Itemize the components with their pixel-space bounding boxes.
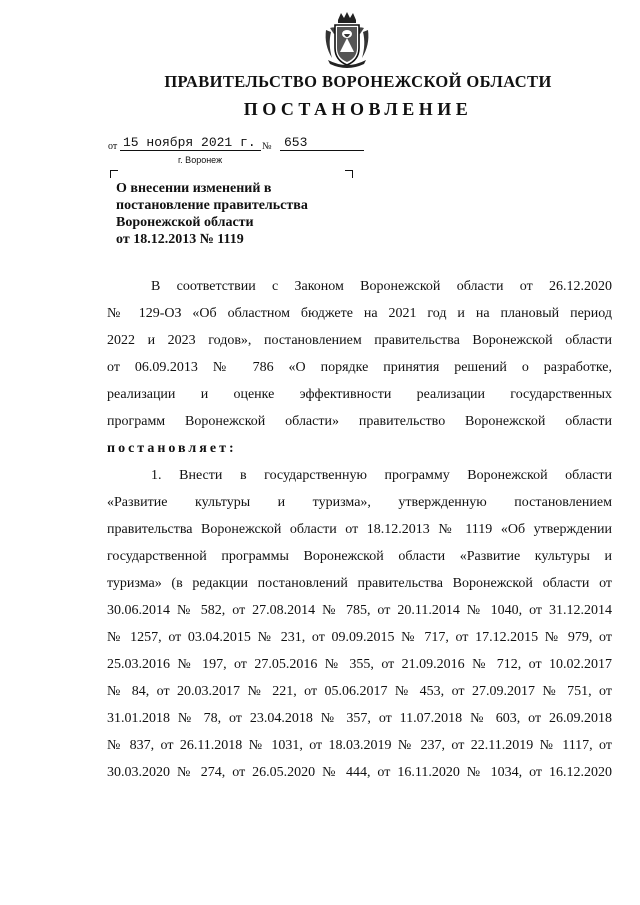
body-line: 30.03.2020 № 274, от 26.05.2020 № 444, от 16.11.2020 № 1034, от 16.12.2020 bbox=[107, 765, 612, 780]
corner-mark-right bbox=[345, 170, 353, 178]
document-type: ПОСТАНОВЛЕНИЕ bbox=[243, 99, 473, 119]
body-line: № 1257, от 03.04.2015 № 231, от 09.09.2015 № 717, от 17.12.2015 № 979, от bbox=[107, 630, 612, 645]
date-value: 15 ноября 2021 г. bbox=[120, 135, 261, 151]
body-line: государственной программы Воронежской области «Развитие культуры и bbox=[107, 549, 612, 564]
body-line: 25.03.2016 № 197, от 27.05.2016 № 355, от 21.09.2016 № 712, от 10.02.2017 bbox=[107, 657, 612, 672]
body-line: 31.01.2018 № 78, от 23.04.2018 № 357, от 11.07.2018 № 603, от 26.09.2018 bbox=[107, 711, 612, 726]
body-line: № 837, от 26.11.2018 № 1031, от 18.03.2019 № 237, от 22.11.2019 № 1117, от bbox=[107, 738, 612, 753]
body-line: от 06.09.2013 № 786 «О порядке принятия решений о разработке, bbox=[107, 360, 612, 375]
coat-of-arms-icon bbox=[322, 10, 372, 70]
body-line: программ Воронежской области» правительство Воронежской области bbox=[107, 414, 612, 429]
subject-line: постановление правительства bbox=[116, 198, 308, 213]
subject-line: О внесении изменений в bbox=[116, 181, 272, 196]
document-body bbox=[107, 273, 612, 786]
number-label: № bbox=[262, 141, 272, 152]
subject-line: от 18.12.2013 № 1119 bbox=[116, 232, 244, 247]
body-line: № 84, от 20.03.2017 № 221, от 05.06.2017 № 453, от 27.09.2017 № 751, от bbox=[107, 684, 612, 699]
date-label: от bbox=[108, 141, 118, 152]
body-line: туризма» (в редакции постановлений правительства Воронежской области от bbox=[107, 576, 612, 591]
body-line: 2022 и 2023 годов», постановлением правительства Воронежской области bbox=[107, 333, 612, 348]
subject-line: Воронежской области bbox=[116, 215, 254, 230]
corner-mark-left bbox=[110, 170, 118, 178]
number-value: 653 bbox=[280, 135, 364, 151]
government-title: ПРАВИТЕЛЬСТВО ВОРОНЕЖСКОЙ ОБЛАСТИ bbox=[164, 72, 552, 91]
body-line: 30.06.2014 № 582, от 27.08.2014 № 785, от 20.11.2014 № 1040, от 31.12.2014 bbox=[107, 603, 612, 618]
body-line: «Развитие культуры и туризма», утвержденную постановлением bbox=[107, 495, 612, 510]
city-label: г. Воронеж bbox=[178, 155, 223, 165]
decree-word: постановляет: bbox=[107, 441, 237, 456]
body-line: 1. Внести в государственную программу Воронежской области bbox=[151, 468, 612, 483]
document-subject bbox=[116, 180, 346, 248]
body-line: В соответствии с Законом Воронежской области от 26.12.2020 bbox=[151, 279, 612, 294]
date-number-line bbox=[108, 135, 368, 155]
body-line: правительства Воронежской области от 18.12.2013 № 1119 «Об утверждении bbox=[107, 522, 612, 537]
body-line: реализации и оценке эффективности реализации государственных bbox=[107, 387, 612, 402]
body-line: № 129-ОЗ «Об областном бюджете на 2021 год и на плановый период bbox=[107, 306, 612, 321]
